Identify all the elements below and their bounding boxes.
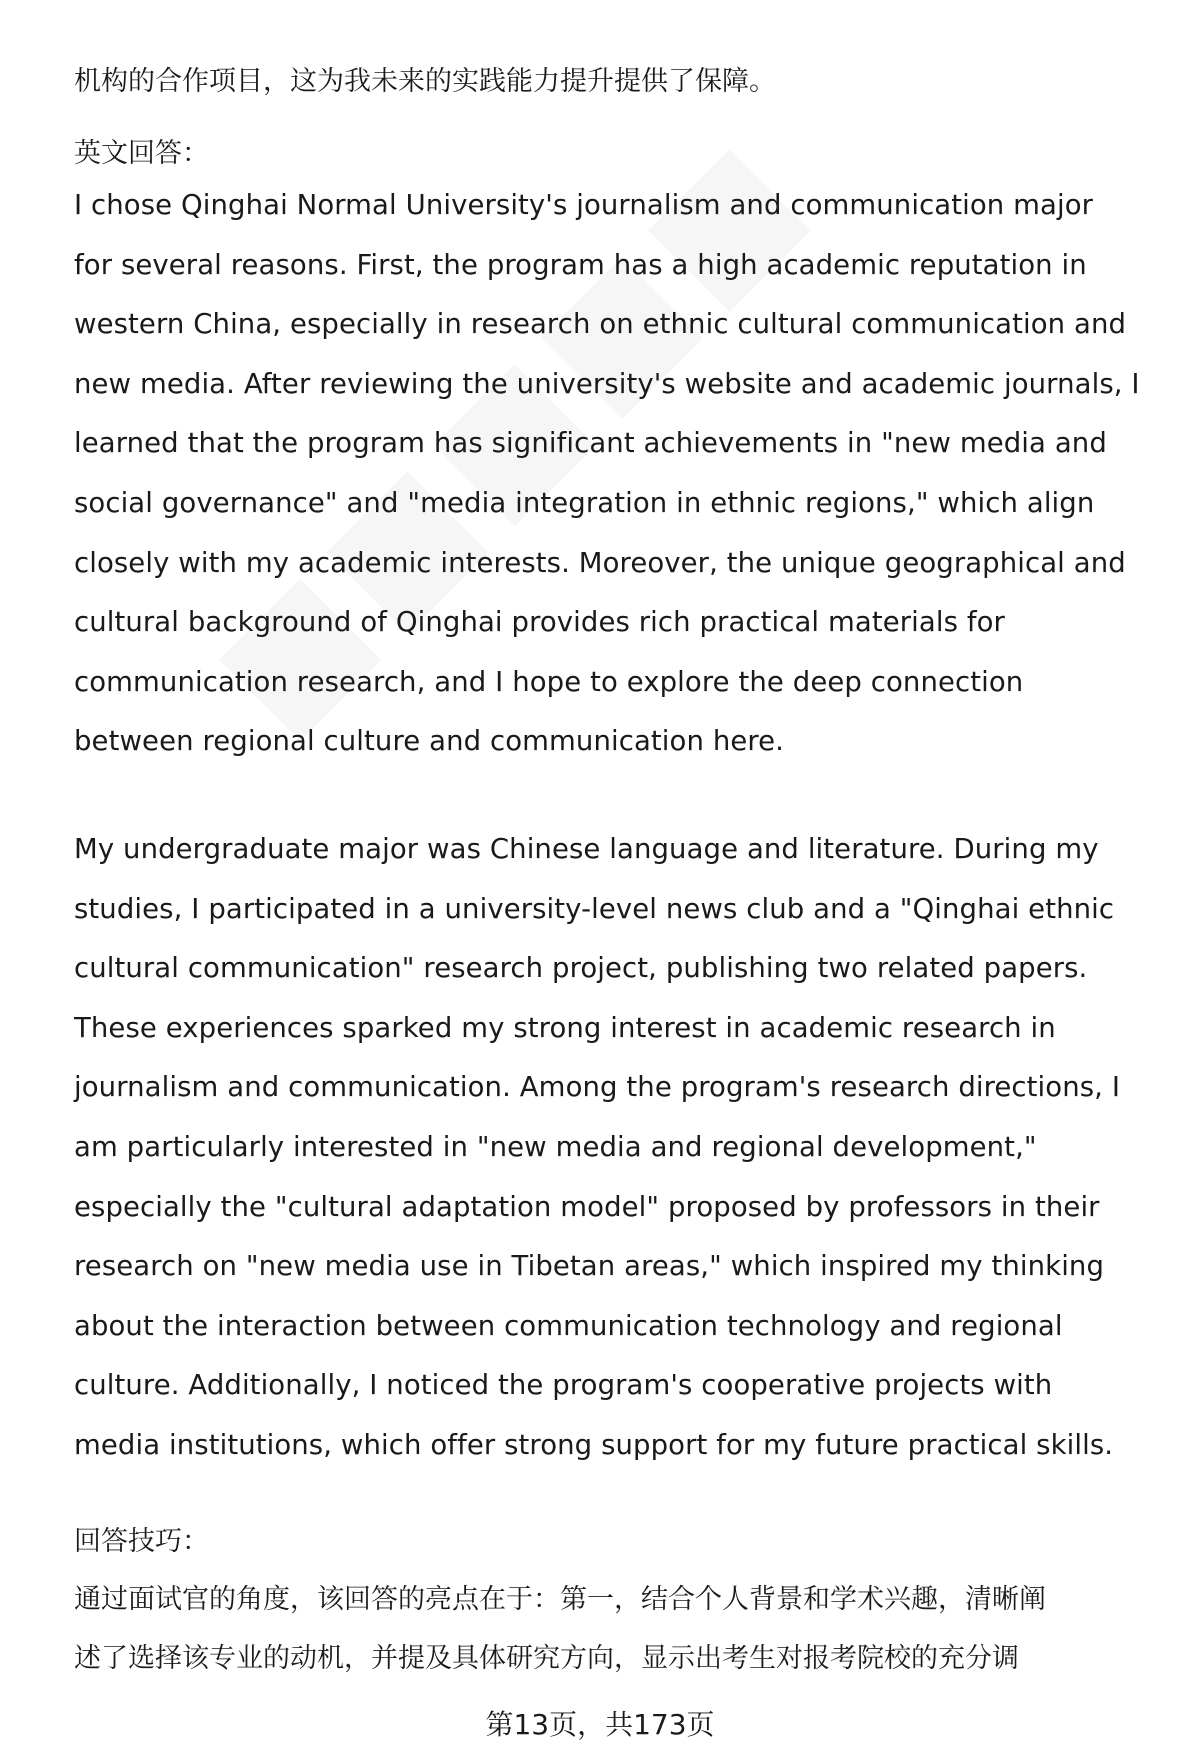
paragraph-line: western China, especially in research on ethnic cultural communication and <box>74 308 1127 341</box>
paragraph-line: especially the "cultural adaptation model" proposed by professors in their <box>74 1190 1100 1223</box>
paragraph-line: research on "new media use in Tibetan areas," which inspired my thinking <box>74 1250 1105 1283</box>
tips-heading-text: 回答技巧： <box>74 1526 209 1557</box>
english-paragraph-2 <box>74 820 1164 1476</box>
paragraph-line: for several reasons. First, the program has a high academic reputation in <box>74 248 1087 281</box>
intro-tail-line: 机构的合作项目，这为我未来的实践能力提升提供了保障。 <box>74 66 776 97</box>
paragraph-line: cultural communication" research project, publishing two related papers. <box>74 952 1088 985</box>
paragraph-line: social governance" and "media integration in ethnic regions," which align <box>74 486 1095 519</box>
english-answer-heading-text: 英文回答： <box>74 138 209 169</box>
paragraph-line: media institutions, which offer strong support for my future practical skills. <box>74 1428 1114 1461</box>
paragraph-line: communication research, and I hope to explore the deep connection <box>74 665 1024 698</box>
paragraph-line: culture. Additionally, I noticed the program's cooperative projects with <box>74 1369 1053 1402</box>
paragraph-line: These experiences sparked my strong interest in academic research in <box>74 1011 1056 1044</box>
tips-line: 述了选择该专业的动机，并提及具体研究方向，显示出考生对报考院校的充分调 <box>74 1643 1019 1674</box>
paragraph-line: between regional culture and communication here. <box>74 725 785 758</box>
english-answer-heading <box>74 124 1164 183</box>
tips-heading <box>74 1512 1164 1571</box>
paragraph-line: closely with my academic interests. Moreover, the unique geographical and <box>74 546 1126 579</box>
paragraph-line: My undergraduate major was Chinese language and literature. During my <box>74 833 1099 865</box>
english-paragraph-1 <box>74 176 1164 772</box>
paragraph-line: new media. After reviewing the university's website and academic journals, I <box>74 367 1140 400</box>
paragraph-line: cultural background of Qinghai provides rich practical materials for <box>74 606 1005 639</box>
paragraph-line: about the interaction between communication technology and regional <box>74 1309 1063 1342</box>
intro-tail-text <box>74 52 1164 111</box>
paragraph-line: learned that the program has significant achievements in "new media and <box>74 427 1107 460</box>
paragraph-line: am particularly interested in "new media and regional development," <box>74 1130 1037 1163</box>
tips-line: 通过面试官的角度，该回答的亮点在于：第一，结合个人背景和学术兴趣，清晰阐 <box>74 1584 1046 1615</box>
tips-body <box>74 1570 1164 1688</box>
page-number-footer: 第13页，共173页 <box>485 1708 715 1741</box>
paragraph-line: journalism and communication. Among the program's research directions, I <box>74 1071 1121 1104</box>
paragraph-line: studies, I participated in a university-level news club and a "Qinghai ethnic <box>74 892 1115 925</box>
paragraph-line: I chose Qinghai Normal University's journalism and communication major <box>74 189 1094 221</box>
